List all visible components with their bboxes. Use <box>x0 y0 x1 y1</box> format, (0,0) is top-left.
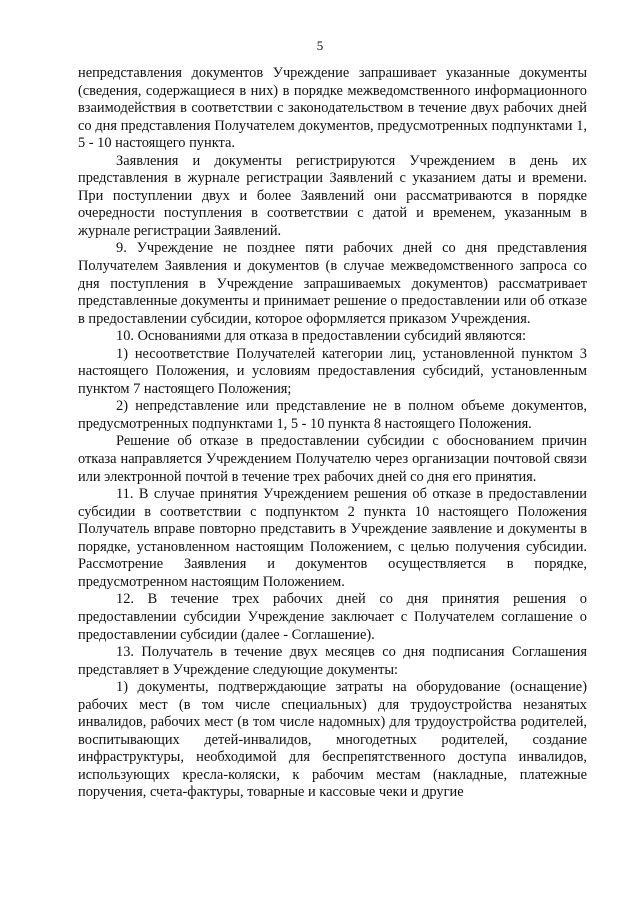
paragraph-item-10-2: 2) непредставление или представление не в полном объеме документов, предусмотренных подпунктами 1, 5 - 10 пункта 8 настоящего Положения. <box>78 398 587 432</box>
paragraph-item-12: 12. В течение трех рабочих дней со дня принятия решения о предоставлении субсидии Учреждение заключает с Получателем соглашение о предоставлении субсидии (далее - Соглашение). <box>78 591 587 643</box>
paragraph-continuation: непредставления документов Учреждение запрашивает указанные документы (сведения, содержащиеся в них) в порядке межведомственного информационного взаимодействия в соответствии с законодательством в течение двух рабочих дней со дня представления Получателем документов, предусмотренных подпунктами 1, 5 - 10 настоящего пункта. <box>78 65 587 152</box>
document-body <box>78 65 587 802</box>
paragraph-item-9: 9. Учреждение не позднее пяти рабочих дней со дня представления Получателем Заявления и документов (в случае межведомственного запроса со дня поступления в Учреждение запрашиваемых документов) рассматривает представленные документы и принимает решение о предоставлении или об отказе в предоставлении субсидии, которое оформляется приказом Учреждения. <box>78 240 587 327</box>
paragraph-registration: Заявления и документы регистрируются Учреждением в день их представления в журнале регистрации Заявлений с указанием даты и времени. При поступлении двух и более Заявлений они рассматриваются в порядке очередности поступления в соответствии с датой и временем, указанным в журнале регистрации Заявлений. <box>78 152 587 239</box>
page-number: 5 <box>316 38 324 53</box>
paragraph-item-13: 13. Получатель в течение двух месяцев со дня подписания Соглашения представляет в Учреждение следующие документы: <box>78 644 587 678</box>
paragraph-item-13-1: 1) документы, подтверждающие затраты на оборудование (оснащение) рабочих мест (в том числе специальных) для трудоустройства незанятых инвалидов, рабочих мест (в том числе надомных) для трудоустройства родителей, воспитывающих детей-инвалидов, многодетных родителей, создание инфраструктуры, необходимой для беспрепятственного доступа инвалидов, использующих кресла-коляски, к рабочим местам (накладные, платежные поручения, счета-фактуры, товарные и кассовые чеки и другие <box>78 679 587 801</box>
paragraph-item-10: 10. Основаниями для отказа в предоставлении субсидий являются: <box>116 328 526 345</box>
paragraph-item-11: 11. В случае принятия Учреждением решения об отказе в предоставлении субсидии в соответствии с подпунктом 2 пункта 10 настоящего Положения Получатель вправе повторно представить в Учреждение заявление и документы в порядке, установленном настоящим Положением, с целью получения субсидии. Рассмотрение Заявления и документов осуществляется в порядке, предусмотренном настоящим Положением. <box>78 486 587 590</box>
paragraph-item-10-1: 1) несоответствие Получателей категории лиц, установленной пунктом 3 настоящего Положения, и условиям предоставления субсидий, установленным пунктом 7 настоящего Положения; <box>78 345 587 397</box>
paragraph-refusal-notice: Решение об отказе в предоставлении субсидии с обоснованием причин отказа направляется Учреждением Получателю через организации почтовой связи или электронной почтой в течение трех рабочих дней со дня его принятия. <box>78 433 587 485</box>
